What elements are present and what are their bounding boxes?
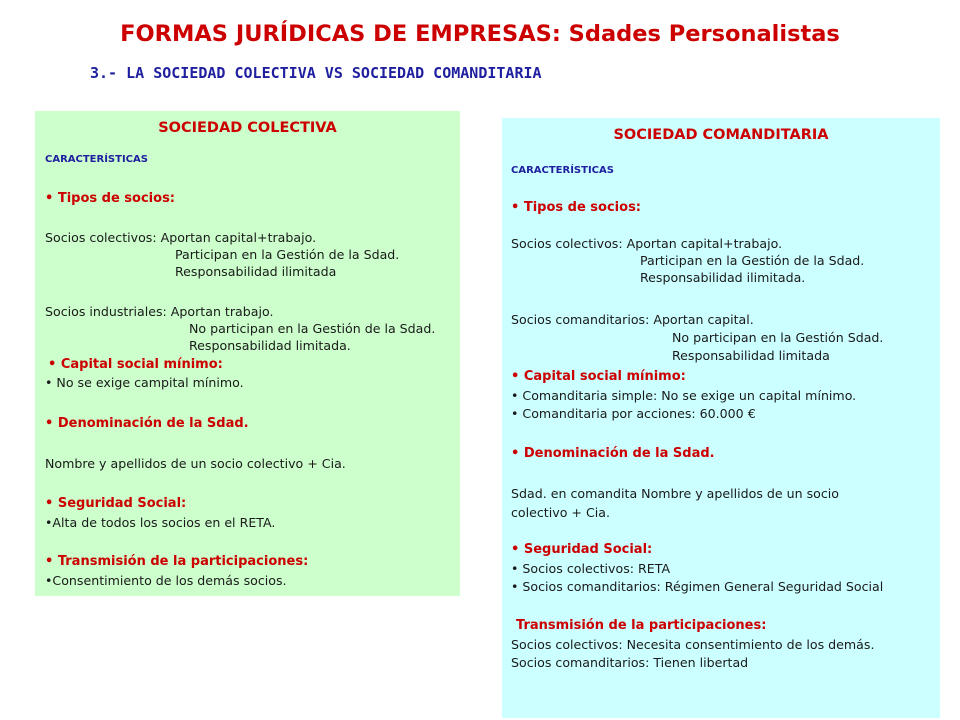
colectiva-denominacion-text: Nombre y apellidos de un socio colectivo + Cia. (45, 456, 346, 471)
comanditaria-seguridad-item: • Socios comanditarios: Régimen General Seguridad Social (511, 579, 884, 594)
slide-subtitle: 3.- LA SOCIEDAD COLECTIVA VS SOCIEDAD COMANDITARIA (90, 64, 542, 82)
comanditaria-panel (502, 118, 940, 718)
colectiva-socios-industriales-line: Responsabilidad limitada. (189, 338, 351, 353)
comanditaria-denominacion-text: Sdad. en comandita Nombre y apellidos de un socio (511, 486, 840, 501)
colectiva-caracteristicas: CARACTERÍSTICAS (45, 154, 148, 165)
colectiva-socios-industriales-line: No participan en la Gestión de la Sdad. (189, 321, 436, 336)
colectiva-socios-colectivos-line: Socios colectivos: Aportan capital+trabajo. (45, 230, 317, 245)
comanditaria-seguridad-item: • Socios colectivos: RETA (511, 561, 671, 576)
comanditaria-caracteristicas: CARACTERÍSTICAS (511, 165, 614, 176)
colectiva-panel (35, 111, 460, 596)
comanditaria-socios-comanditarios-line: Responsabilidad limitada (672, 348, 830, 363)
colectiva-transmision-label: • Transmisión de la participaciones: (45, 554, 309, 569)
comanditaria-socios-colectivos-line: Responsabilidad ilimitada. (640, 270, 806, 285)
colectiva-seguridad-item: •Alta de todos los socios en el RETA. (45, 515, 276, 530)
colectiva-socios-colectivos-line: Responsabilidad ilimitada (175, 264, 337, 279)
comanditaria-capital-item: • Comanditaria simple: No se exige un capital mínimo. (511, 388, 857, 403)
comanditaria-denominacion-text: colectivo + Cia. (511, 505, 610, 520)
comanditaria-heading: SOCIEDAD COMANDITARIA (613, 127, 829, 143)
colectiva-heading: SOCIEDAD COLECTIVA (158, 120, 337, 136)
colectiva-capital-label: • Capital social mínimo: (48, 357, 223, 372)
comanditaria-tipos-label: • Tipos de socios: (511, 200, 642, 215)
comanditaria-transmision-item: Socios colectivos: Necesita consentimiento de los demás. (511, 637, 875, 652)
comanditaria-socios-colectivos-line: Socios colectivos: Aportan capital+trabajo. (511, 236, 783, 251)
comanditaria-socios-comanditarios-line: No participan en la Gestión Sdad. (672, 330, 884, 345)
comanditaria-capital-item: • Comanditaria por acciones: 60.000 € (511, 406, 756, 421)
comanditaria-transmision-label: Transmisión de la participaciones: (516, 618, 767, 633)
slide-title: FORMAS JURÍDICAS DE EMPRESAS: Sdades Personalistas (120, 21, 840, 47)
comanditaria-denominacion-label: • Denominación de la Sdad. (511, 446, 715, 461)
colectiva-socios-industriales-line: Socios industriales: Aportan trabajo. (45, 304, 274, 319)
comanditaria-seguridad-label: • Seguridad Social: (511, 542, 653, 557)
colectiva-socios-colectivos-line: Participan en la Gestión de la Sdad. (175, 247, 400, 262)
colectiva-capital-item: • No se exige campital mínimo. (45, 375, 244, 390)
colectiva-denominacion-label: • Denominación de la Sdad. (45, 416, 249, 431)
colectiva-transmision-item: •Consentimiento de los demás socios. (45, 573, 287, 588)
comanditaria-socios-comanditarios-line: Socios comanditarios: Aportan capital. (511, 312, 754, 327)
comanditaria-transmision-item: Socios comanditarios: Tienen libertad (511, 655, 749, 670)
comanditaria-capital-label: • Capital social mínimo: (511, 369, 686, 384)
colectiva-tipos-label: • Tipos de socios: (45, 191, 176, 206)
colectiva-seguridad-label: • Seguridad Social: (45, 496, 187, 511)
comanditaria-socios-colectivos-line: Participan en la Gestión de la Sdad. (640, 253, 865, 268)
